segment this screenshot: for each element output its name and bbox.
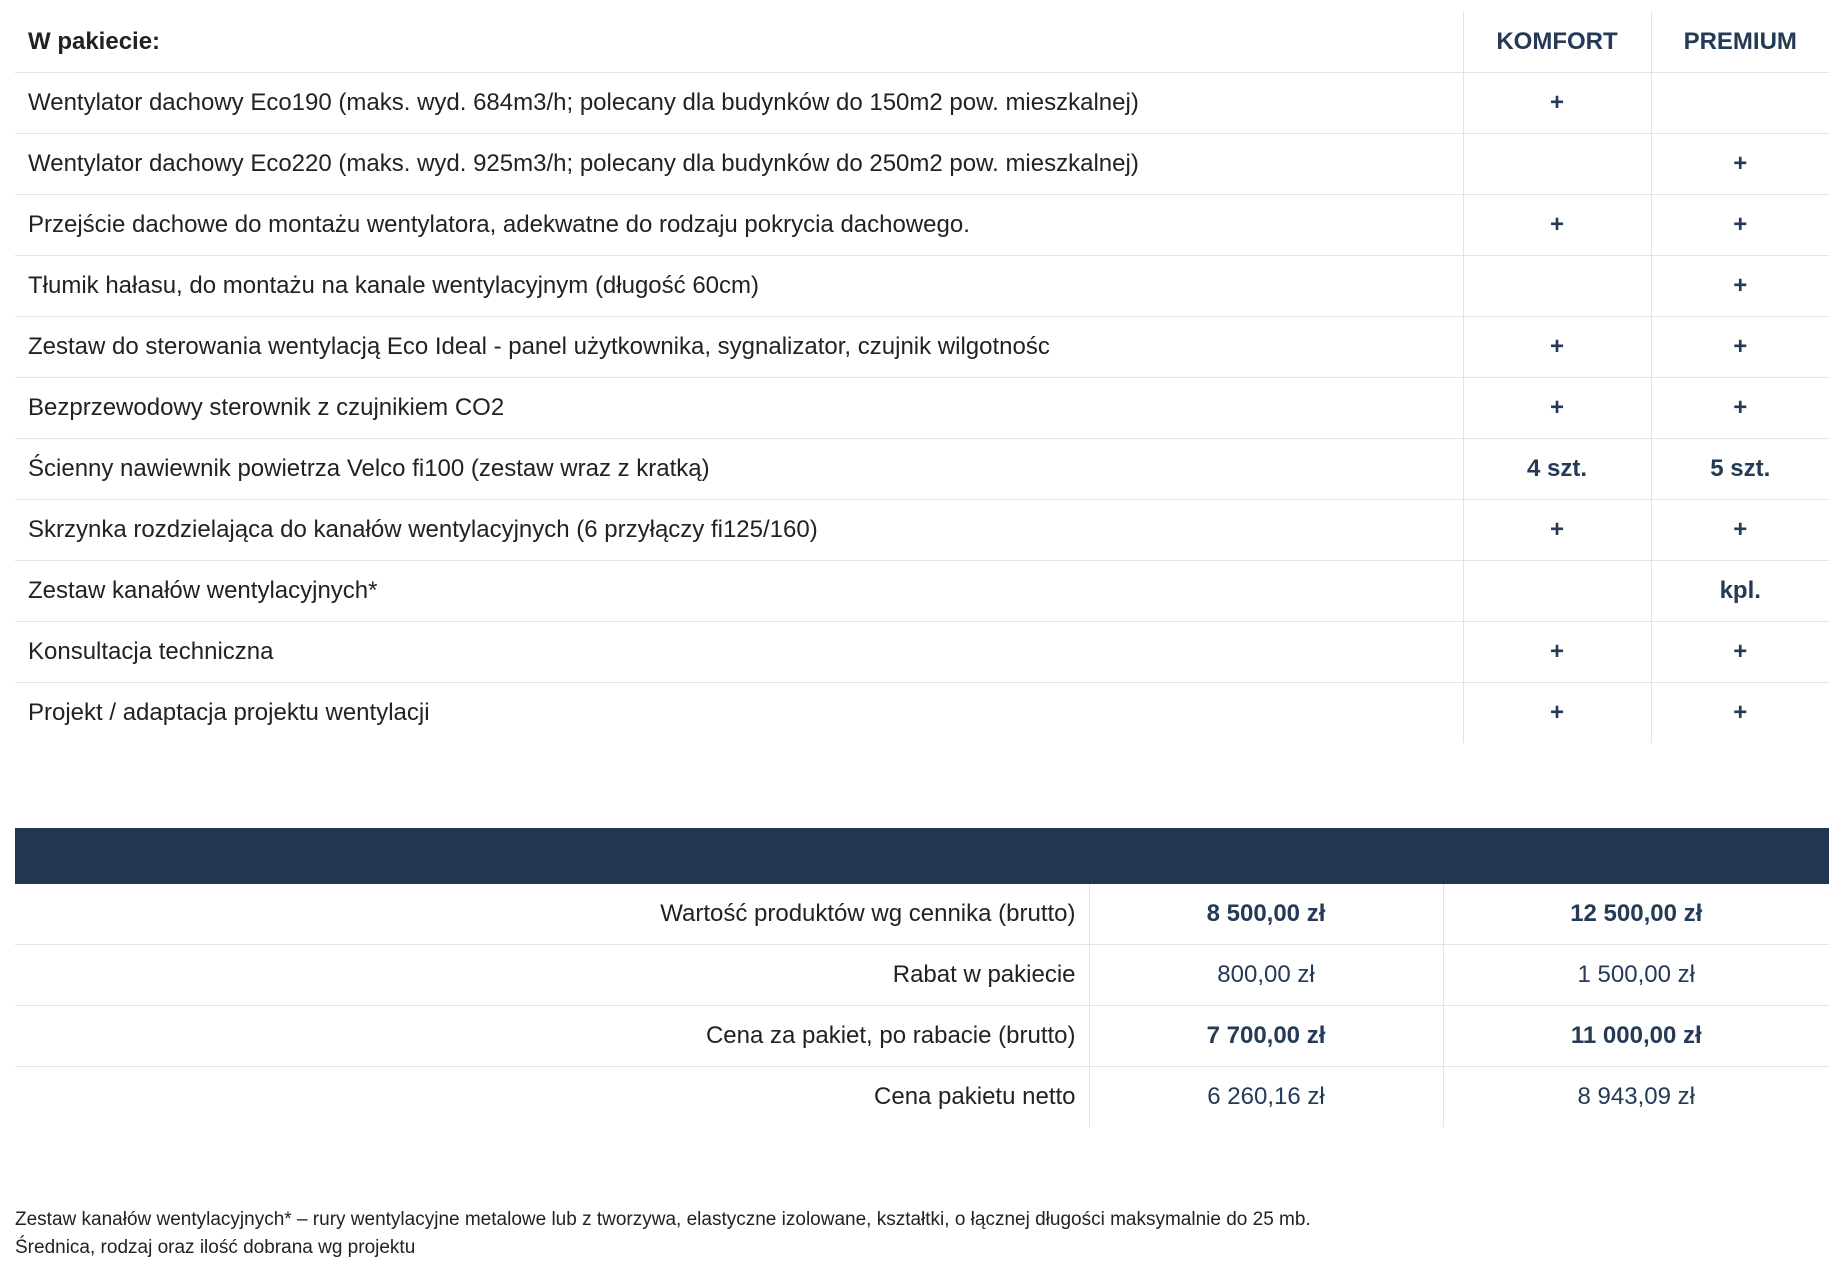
premium-value: + [1651, 683, 1829, 744]
table-row [15, 378, 1829, 439]
premium-value: + [1651, 500, 1829, 561]
package-item-label: Przejście dachowe do montażu wentylatora, adekwatne do rodzaju pokrycia dachowego. [15, 195, 1463, 256]
price-section-header-bar [15, 828, 1829, 884]
package-item-label: Zestaw do sterowania wentylacją Eco Ideal - panel użytkownika, sygnalizator, czujnik wilgotnośc [15, 317, 1463, 378]
komfort-value: + [1463, 378, 1651, 439]
table-row [15, 134, 1829, 195]
premium-value: kpl. [1651, 561, 1829, 622]
package-items-heading: W pakiecie: [15, 12, 1463, 73]
komfort-price: 7 700,00 zł [1089, 1006, 1443, 1067]
komfort-value [1463, 134, 1651, 195]
package-item-label: Konsultacja techniczna [15, 622, 1463, 683]
komfort-value: + [1463, 622, 1651, 683]
price-row-label: Cena pakietu netto [874, 1083, 1076, 1110]
table-row [15, 256, 1829, 317]
komfort-value: + [1463, 73, 1651, 134]
komfort-value: + [1463, 683, 1651, 744]
table-row [15, 683, 1829, 744]
premium-price: 1 500,00 zł [1443, 945, 1829, 1006]
footnote-line: Średnica, rodzaj oraz ilość dobrana wg projektu [15, 1237, 416, 1258]
table-row [15, 317, 1829, 378]
premium-value: + [1651, 134, 1829, 195]
table-row [15, 945, 1829, 1006]
table-row [15, 1067, 1829, 1128]
premium-column-heading: PREMIUM [1651, 12, 1829, 73]
premium-value: + [1651, 317, 1829, 378]
price-row-label: Cena za pakiet, po rabacie (brutto) [15, 1006, 1089, 1067]
premium-value: + [1651, 378, 1829, 439]
table-row [15, 500, 1829, 561]
komfort-value: + [1463, 195, 1651, 256]
table-row [15, 1006, 1829, 1067]
table-row [15, 73, 1829, 134]
komfort-price: 6 260,16 zł [1089, 1067, 1443, 1128]
package-table-header [15, 12, 1829, 73]
package-item-label: Wentylator dachowy Eco190 (maks. wyd. 684m3/h; polecany dla budynków do 150m2 pow. mieszkalnej) [15, 73, 1463, 134]
premium-value: + [1651, 195, 1829, 256]
package-item-label: Skrzynka rozdzielająca do kanałów wentylacyjnych (6 przyłączy fi125/160) [15, 500, 1463, 561]
komfort-price: 800,00 zł [1089, 945, 1443, 1006]
premium-price: 12 500,00 zł [1443, 884, 1829, 945]
package-item-label: Ścienny nawiewnik powietrza Velco fi100 (zestaw wraz z kratką) [15, 439, 1463, 500]
premium-value: 5 szt. [1651, 439, 1829, 500]
komfort-value: + [1463, 317, 1651, 378]
table-row [15, 439, 1829, 500]
premium-value: + [1651, 256, 1829, 317]
package-contents-table [15, 12, 1829, 743]
komfort-value [1463, 256, 1651, 317]
table-row [15, 195, 1829, 256]
table-row [15, 884, 1829, 945]
package-item-label: Projekt / adaptacja projektu wentylacji [28, 699, 430, 726]
package-item-label: Zestaw kanałów wentylacyjnych* [15, 561, 1463, 622]
premium-value [1651, 73, 1829, 134]
package-item-label: Bezprzewodowy sterownik z czujnikiem CO2 [15, 378, 1463, 439]
price-row-label: Rabat w pakiecie [15, 945, 1089, 1006]
premium-price: 11 000,00 zł [1443, 1006, 1829, 1067]
footnote-line: Zestaw kanałów wentylacyjnych* – rury wentylacyjne metalowe lub z tworzywa, elastyczne izolowane, kształtki, o łącznej długości maksymalnie do 25 mb. [15, 1209, 1311, 1230]
premium-price: 8 943,09 zł [1443, 1067, 1829, 1128]
package-item-label: Wentylator dachowy Eco220 (maks. wyd. 925m3/h; polecany dla budynków do 250m2 pow. mieszkalnej) [15, 134, 1463, 195]
komfort-column-heading: KOMFORT [1463, 12, 1651, 73]
price-row-label: Wartość produktów wg cennika (brutto) [15, 884, 1089, 945]
package-item-label: Tłumik hałasu, do montażu na kanale wentylacyjnym (długość 60cm) [15, 256, 1463, 317]
table-row [15, 622, 1829, 683]
komfort-price: 8 500,00 zł [1089, 884, 1443, 945]
komfort-value: + [1463, 500, 1651, 561]
premium-value: + [1651, 622, 1829, 683]
komfort-value: 4 szt. [1463, 439, 1651, 500]
komfort-value [1463, 561, 1651, 622]
price-table [15, 884, 1829, 1127]
table-row [15, 561, 1829, 622]
footnote [15, 1206, 1311, 1262]
